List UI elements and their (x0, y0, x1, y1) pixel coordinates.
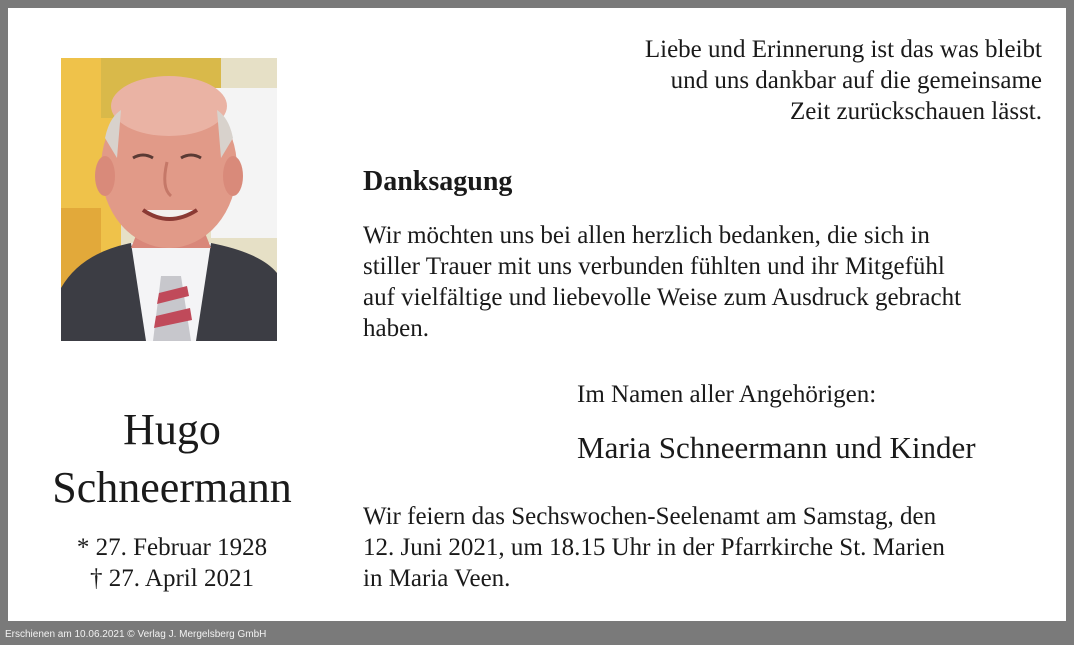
quote-line: Liebe und Erinnerung ist das was bleibt (644, 36, 1042, 63)
paragraph-line: stiller Trauer mit uns verbunden fühlten und ihr Mitgefühl (363, 253, 945, 280)
birth-date: * 27. Februar 1928 (76, 534, 268, 561)
quote-line: und uns dankbar auf die gemeinsame (670, 67, 1042, 94)
section-heading: Danksagung (363, 166, 513, 197)
thanks-paragraph (363, 220, 1053, 344)
signature-intro: Im Namen aller Angehörigen: (577, 381, 877, 408)
portrait-photo (61, 58, 277, 341)
service-announcement (363, 501, 1053, 594)
paragraph-line: Wir möchten uns bei allen herzlich bedanken, die sich in (363, 222, 930, 249)
service-line: Wir feiern das Sechswochen-Seelenamt am Samstag, den (363, 503, 937, 530)
deceased-last-name: Schneermann (52, 463, 292, 512)
paragraph-line: auf vielfältige und liebevolle Weise zum Ausdruck gebracht (363, 284, 962, 311)
memorial-quote (522, 34, 1042, 127)
service-line: 12. Juni 2021, um 18.15 Uhr in der Pfarrkirche St. Marien (363, 534, 945, 561)
publication-footer: Erschienen am 10.06.2021 © Verlag J. Mergelsberg GmbH (5, 629, 267, 640)
quote-line: Zeit zurückschauen lässt. (790, 98, 1042, 125)
signature-names: Maria Schneermann und Kinder (577, 430, 976, 465)
obituary-card (8, 8, 1066, 621)
death-date: † 27. April 2021 (90, 565, 254, 592)
service-line: in Maria Veen. (363, 565, 511, 592)
deceased-first-name: Hugo (123, 405, 221, 454)
paragraph-line: haben. (363, 315, 429, 342)
